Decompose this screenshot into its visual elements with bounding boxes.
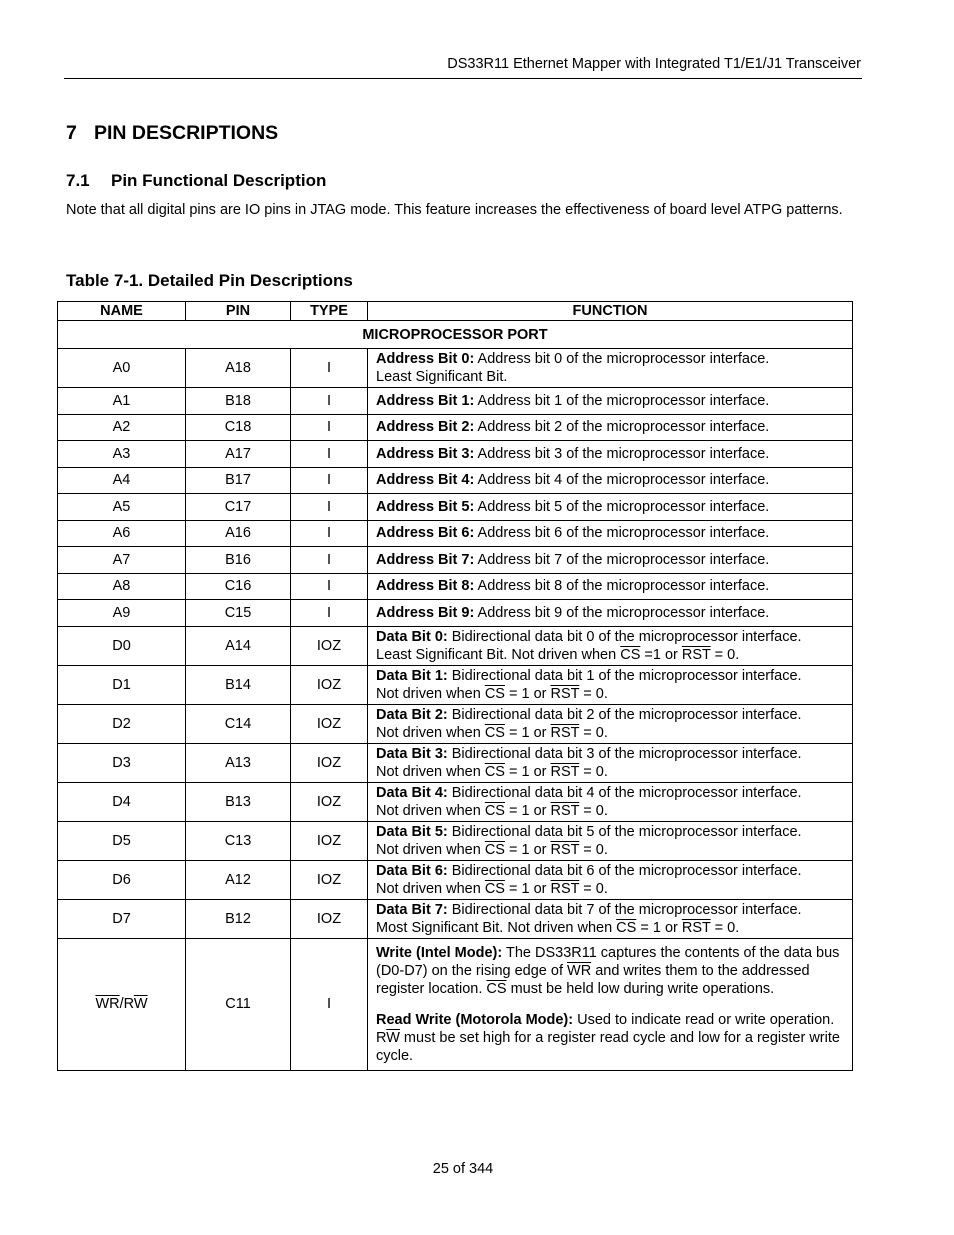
- table-row: [58, 782, 853, 821]
- table-row: [58, 626, 853, 665]
- pin-name: A4: [58, 467, 186, 494]
- function-desc: Address bit 2 of the microprocessor interface.: [477, 419, 770, 436]
- column-header-pin: PIN: [186, 302, 291, 321]
- function-desc: Address bit 9 of the microprocessor interface.: [477, 604, 770, 621]
- pin-name: D3: [58, 743, 186, 782]
- function-pre: Not driven when: [376, 802, 485, 819]
- pin-name: A6: [58, 520, 186, 547]
- intro-paragraph: Note that all digital pins are IO pins in JTAG mode. This feature increases the effectiveness of board level ATPG patterns.: [66, 202, 843, 218]
- function-pre: Most Significant Bit. Not driven when: [376, 919, 617, 936]
- function-title: Address Bit 6:: [376, 525, 475, 542]
- function-text: must be held low during write operations.: [506, 980, 775, 997]
- pin-function: [368, 494, 853, 521]
- w-signal: $\overline{W}$: [133, 996, 148, 1012]
- pin-number: C15: [186, 600, 291, 627]
- table-caption: Table 7-1. Detailed Pin Descriptions: [66, 271, 353, 290]
- rst-signal: $\overline{RST}$: [550, 724, 580, 741]
- table-row: [58, 441, 853, 468]
- function-desc: Bidirectional data bit 4 of the microprocessor interface.: [451, 784, 802, 801]
- rst-signal: $\overline{RST}$: [681, 646, 711, 663]
- function-mid: = 1 or: [504, 724, 551, 741]
- header-title: DS33R11 Ethernet Mapper with Integrated T1/E1/J1 Transceiver: [447, 56, 861, 72]
- function-post: = 0.: [710, 919, 740, 936]
- table-row: [58, 388, 853, 415]
- pin-name: A2: [58, 414, 186, 441]
- cs-signal: $\overline{CS}$: [484, 685, 505, 702]
- function-desc: Address bit 4 of the microprocessor interface.: [477, 472, 770, 489]
- column-header-function: FUNCTION: [368, 302, 853, 321]
- pin-name: D4: [58, 782, 186, 821]
- cs-signal: $\overline{CS}$: [486, 980, 507, 997]
- table-row: [58, 743, 853, 782]
- cs-signal: $\overline{CS}$: [616, 919, 637, 936]
- function-title: Address Bit 7:: [376, 551, 475, 568]
- rst-signal: $\overline{RST}$: [550, 685, 580, 702]
- subsection-number: 7.1: [66, 171, 90, 190]
- section-title: PIN DESCRIPTIONS: [94, 122, 279, 144]
- function-desc: Bidirectional data bit 1 of the microprocessor interface.: [451, 667, 802, 684]
- cs-signal: $\overline{CS}$: [484, 763, 505, 780]
- function-mid: = 1 or: [504, 841, 551, 858]
- column-header-name: NAME: [58, 302, 186, 321]
- pin-type: I: [291, 547, 368, 574]
- function-post: = 0.: [579, 841, 608, 858]
- pin-function: [368, 467, 853, 494]
- pin-type: IOZ: [291, 899, 368, 938]
- pin-number: C11: [186, 938, 291, 1070]
- table-row: [58, 899, 853, 938]
- function-pre: Not driven when: [376, 763, 485, 780]
- table-row: [58, 573, 853, 600]
- pin-type: I: [291, 349, 368, 388]
- pin-name: D1: [58, 665, 186, 704]
- pin-number: B12: [186, 899, 291, 938]
- section-row: [58, 321, 853, 349]
- pin-type: IOZ: [291, 665, 368, 704]
- pin-type: I: [291, 600, 368, 627]
- function-desc: Address bit 5 of the microprocessor interface.: [477, 498, 770, 515]
- pin-number: C17: [186, 494, 291, 521]
- pin-name: [58, 938, 186, 1070]
- pin-function: [368, 665, 853, 704]
- page-number: 25 of 344: [432, 1161, 494, 1177]
- function-title: Address Bit 5:: [376, 498, 475, 515]
- column-header-type: TYPE: [291, 302, 368, 321]
- cs-signal: $\overline{CS}$: [484, 724, 505, 741]
- table-row: [58, 494, 853, 521]
- cs-signal: $\overline{CS}$: [484, 841, 505, 858]
- page-header: [64, 56, 862, 79]
- pin-description-table: [57, 301, 853, 1071]
- pin-name: A1: [58, 388, 186, 415]
- function-desc: Bidirectional data bit 5 of the microprocessor interface.: [451, 823, 802, 840]
- function-text: and writes them to the addressed register location.: [376, 962, 810, 997]
- pin-type: I: [291, 414, 368, 441]
- pin-type: I: [291, 573, 368, 600]
- function-desc: Address bit 8 of the microprocessor interface.: [477, 578, 770, 595]
- pin-number: B16: [186, 547, 291, 574]
- section-label: MICROPROCESSOR PORT: [58, 321, 853, 349]
- function-title: Address Bit 4:: [376, 472, 475, 489]
- table-row: [58, 520, 853, 547]
- pin-name: A3: [58, 441, 186, 468]
- w-signal: $\overline{W}$: [386, 1029, 400, 1046]
- function-mid: =1 or: [640, 646, 682, 663]
- function-desc: Address bit 6 of the microprocessor interface.: [477, 525, 770, 542]
- function-mid: = 1 or: [504, 880, 551, 897]
- function-title: Address Bit 2:: [376, 419, 475, 436]
- function-desc: Address bit 1 of the microprocessor interface.: [477, 392, 770, 409]
- pin-number: C14: [186, 704, 291, 743]
- function-pre: Not driven when: [376, 841, 485, 858]
- function-desc: Address bit 3 of the microprocessor interface.: [477, 445, 770, 462]
- function-post: = 0.: [579, 724, 608, 741]
- cs-signal: $\overline{CS}$: [484, 802, 505, 819]
- rst-signal: $\overline{RST}$: [550, 880, 580, 897]
- function-mid: = 1 or: [636, 919, 682, 936]
- pin-type: I: [291, 520, 368, 547]
- function-desc: Bidirectional data bit 0 of the microprocessor interface.: [451, 628, 802, 645]
- table-row: [58, 349, 853, 388]
- name-separator: /R: [119, 996, 134, 1012]
- pin-type: IOZ: [291, 626, 368, 665]
- rst-signal: $\overline{RST}$: [550, 841, 580, 858]
- pin-function: [368, 899, 853, 938]
- pin-name: A8: [58, 573, 186, 600]
- write-intel-paragraph: [376, 944, 848, 998]
- rst-signal: $\overline{RST}$: [550, 763, 580, 780]
- table-row: [58, 467, 853, 494]
- pin-name: D6: [58, 860, 186, 899]
- pin-function: [368, 704, 853, 743]
- function-post: = 0.: [579, 880, 608, 897]
- function-pre: Not driven when: [376, 880, 485, 897]
- pin-number: A17: [186, 441, 291, 468]
- pin-type: I: [291, 467, 368, 494]
- pin-name: D0: [58, 626, 186, 665]
- function-title: Data Bit 5:: [376, 823, 448, 840]
- pin-number: A18: [186, 349, 291, 388]
- pin-type: IOZ: [291, 782, 368, 821]
- pin-number: B13: [186, 782, 291, 821]
- pin-function: [368, 626, 853, 665]
- pin-function: [368, 349, 853, 388]
- table-row: [58, 704, 853, 743]
- function-text: must be set high for a register read cycle and low for a register write cycle.: [376, 1029, 840, 1064]
- pin-function: [368, 414, 853, 441]
- table-row: [58, 860, 853, 899]
- pin-type: I: [291, 494, 368, 521]
- pin-name: D7: [58, 899, 186, 938]
- table-row: [58, 414, 853, 441]
- pin-number: C13: [186, 821, 291, 860]
- function-post: = 0.: [579, 763, 608, 780]
- function-desc: Bidirectional data bit 6 of the microprocessor interface.: [451, 862, 802, 879]
- function-desc: Bidirectional data bit 2 of the microprocessor interface.: [451, 706, 802, 723]
- function-title: Data Bit 3:: [376, 745, 448, 762]
- pin-function: [368, 743, 853, 782]
- function-pre: Not driven when: [376, 724, 485, 741]
- function-desc-2: Least Significant Bit.: [376, 369, 508, 385]
- function-title: Address Bit 0:: [376, 351, 475, 367]
- pin-function: [368, 388, 853, 415]
- section-heading: [66, 122, 278, 145]
- table-row: [58, 600, 853, 627]
- function-title: Read Write (Motorola Mode):: [376, 1011, 574, 1028]
- table-row: [58, 665, 853, 704]
- wr-signal: $\overline{WR}$: [95, 996, 120, 1012]
- pin-type: IOZ: [291, 860, 368, 899]
- table-row: [58, 938, 853, 1070]
- function-post: = 0.: [710, 646, 740, 663]
- pin-type: IOZ: [291, 743, 368, 782]
- function-title: Data Bit 0:: [376, 628, 448, 645]
- pin-function: [368, 860, 853, 899]
- cs-signal: $\overline{CS}$: [484, 880, 505, 897]
- pin-function: [368, 441, 853, 468]
- pin-type: I: [291, 388, 368, 415]
- pin-name: A9: [58, 600, 186, 627]
- pin-name: A0: [58, 349, 186, 388]
- section-number: 7: [66, 122, 77, 144]
- function-mid: = 1 or: [504, 763, 551, 780]
- function-post: = 0.: [579, 685, 608, 702]
- pin-function: [368, 573, 853, 600]
- table-header-row: [58, 302, 853, 321]
- pin-name: D2: [58, 704, 186, 743]
- function-text: Used to indicate read or write operation. R: [376, 1011, 835, 1046]
- function-mid: = 1 or: [504, 685, 551, 702]
- function-title: Data Bit 6:: [376, 862, 448, 879]
- pin-name: A5: [58, 494, 186, 521]
- pin-number: B18: [186, 388, 291, 415]
- function-desc: Bidirectional data bit 3 of the microprocessor interface.: [451, 745, 802, 762]
- table-row: [58, 821, 853, 860]
- function-desc: Bidirectional data bit 7 of the microprocessor interface.: [451, 901, 802, 918]
- function-pre: Not driven when: [376, 685, 485, 702]
- pin-type: IOZ: [291, 821, 368, 860]
- pin-function: [368, 520, 853, 547]
- subsection-title: Pin Functional Description: [111, 171, 327, 190]
- function-title: Address Bit 3:: [376, 445, 475, 462]
- function-title: Address Bit 8:: [376, 578, 475, 595]
- function-title: Data Bit 1:: [376, 667, 448, 684]
- pin-function: [368, 547, 853, 574]
- pin-number: A13: [186, 743, 291, 782]
- pin-type: I: [291, 441, 368, 468]
- function-desc: Address bit 0 of the microprocessor interface.: [477, 351, 770, 367]
- pin-number: B14: [186, 665, 291, 704]
- cs-signal: $\overline{CS}$: [620, 646, 641, 663]
- pin-number: C18: [186, 414, 291, 441]
- pin-number: B17: [186, 467, 291, 494]
- function-post: = 0.: [579, 802, 608, 819]
- pin-function: [368, 821, 853, 860]
- function-title: Address Bit 9:: [376, 604, 475, 621]
- function-mid: = 1 or: [504, 802, 551, 819]
- function-title: Data Bit 7:: [376, 901, 448, 918]
- pin-name: D5: [58, 821, 186, 860]
- table-row: [58, 547, 853, 574]
- subsection-heading: [66, 171, 326, 191]
- pin-type: IOZ: [291, 704, 368, 743]
- pin-number: A12: [186, 860, 291, 899]
- rst-signal: $\overline{RST}$: [681, 919, 711, 936]
- function-title: Data Bit 2:: [376, 706, 448, 723]
- pin-type: I: [291, 938, 368, 1070]
- function-title: Address Bit 1:: [376, 392, 475, 409]
- pin-number: C16: [186, 573, 291, 600]
- pin-function: [368, 938, 853, 1070]
- read-write-motorola-paragraph: [376, 1011, 848, 1065]
- pin-function: [368, 782, 853, 821]
- pin-name: A7: [58, 547, 186, 574]
- function-title: Data Bit 4:: [376, 784, 448, 801]
- function-desc: Address bit 7 of the microprocessor interface.: [477, 551, 770, 568]
- wr-signal: $\overline{WR}$: [567, 962, 592, 979]
- pin-number: A16: [186, 520, 291, 547]
- pin-function: [368, 600, 853, 627]
- rst-signal: $\overline{RST}$: [550, 802, 580, 819]
- function-pre: Least Significant Bit. Not driven when: [376, 646, 621, 663]
- function-text: The DS33R11 captures the contents of the data bus (D0-D7) on the rising edge of: [376, 944, 840, 979]
- function-title: Write (Intel Mode):: [376, 944, 503, 961]
- pin-number: A14: [186, 626, 291, 665]
